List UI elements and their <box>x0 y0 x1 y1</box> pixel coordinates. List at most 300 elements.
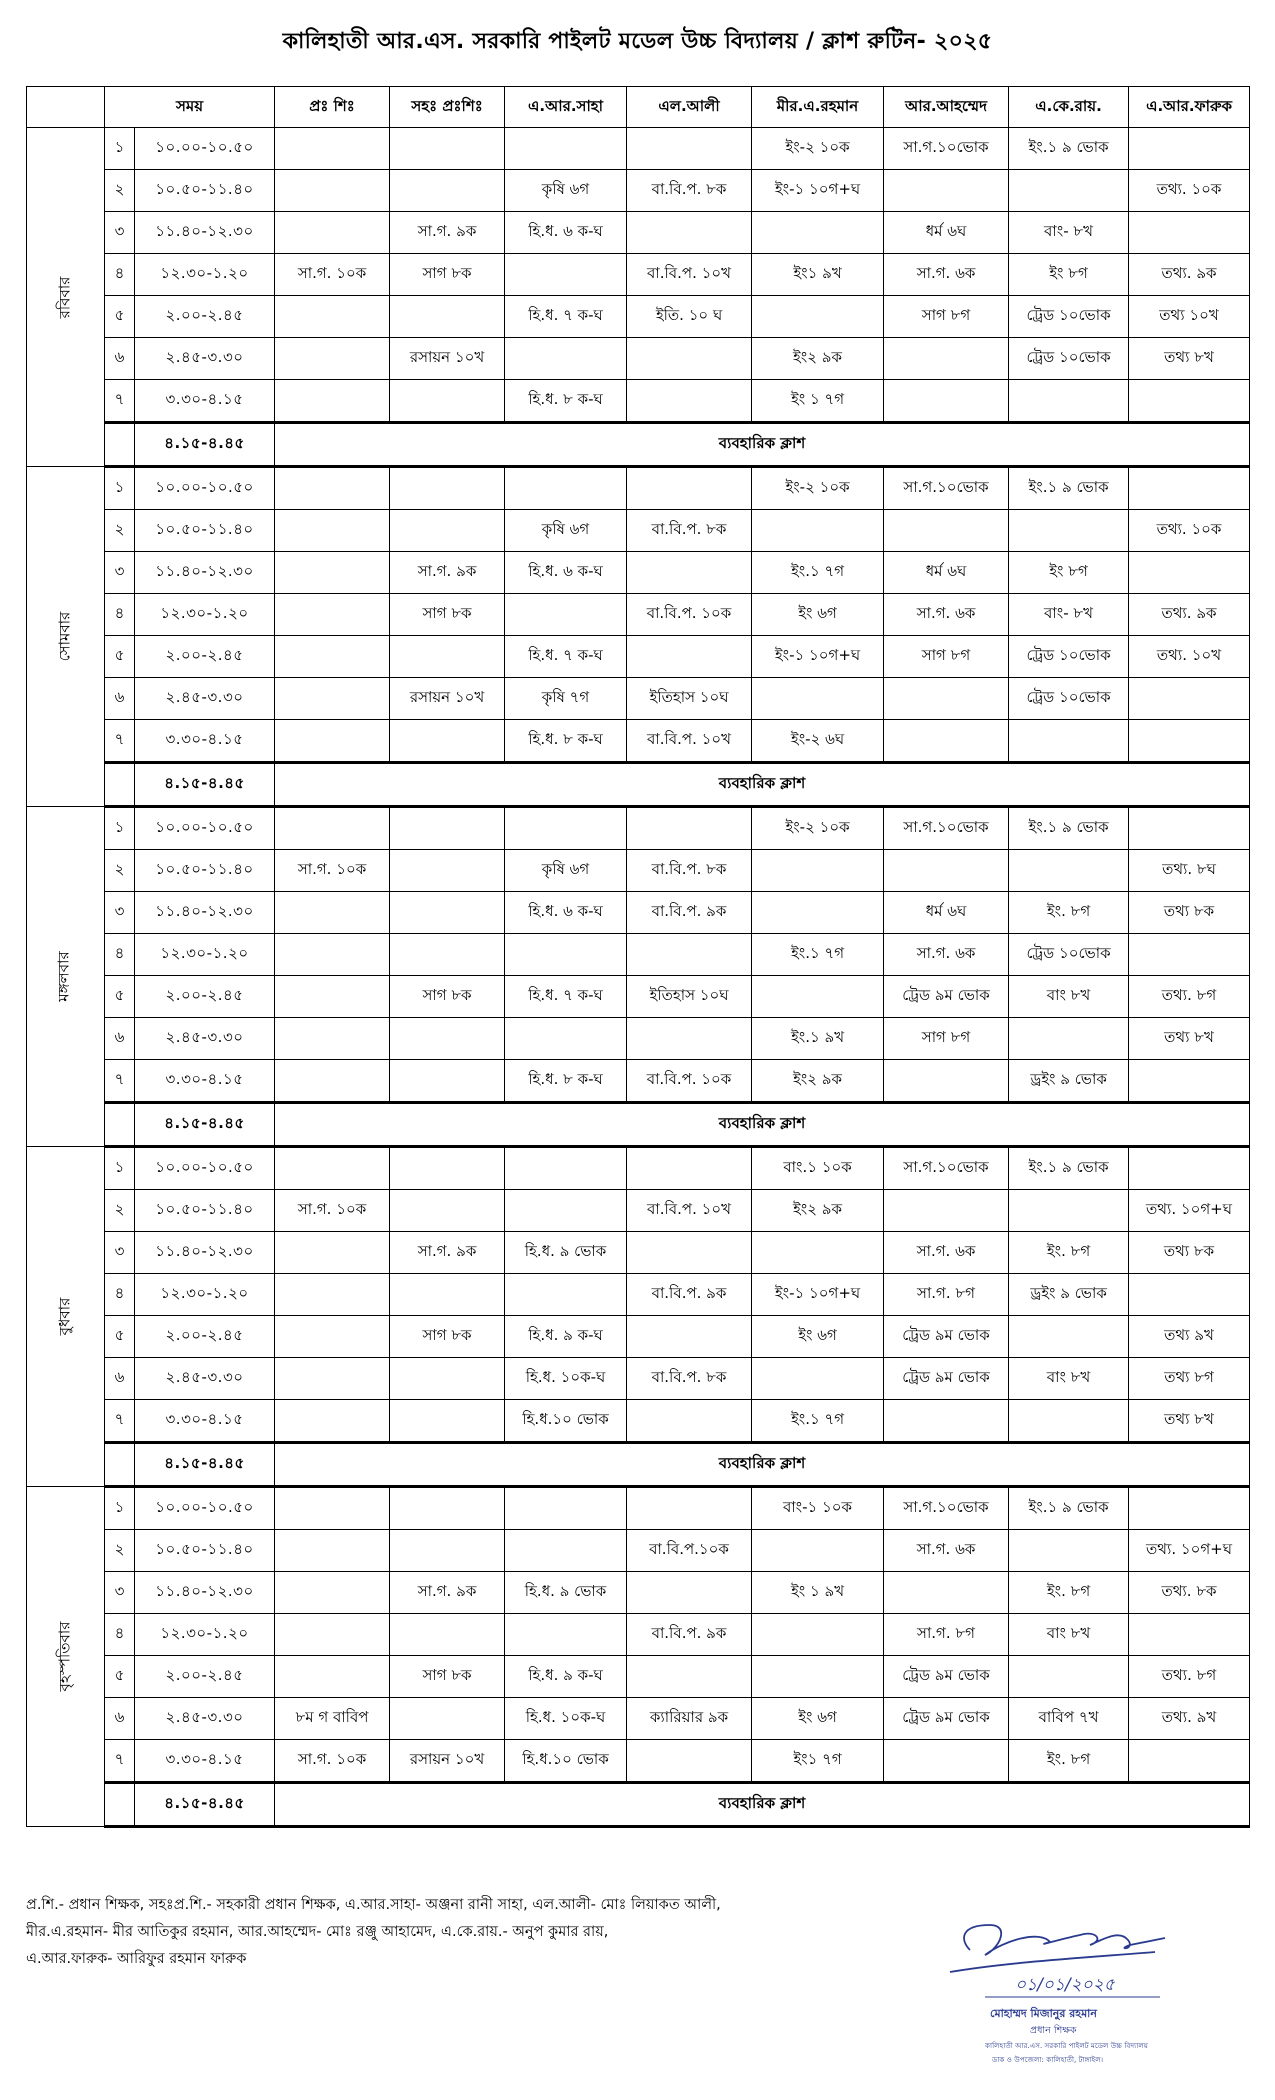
class-cell: সা.গ. ১০ক <box>275 1190 390 1232</box>
class-cell <box>627 1656 752 1698</box>
class-cell <box>627 934 752 976</box>
class-cell: ইং ১ ৯খ <box>752 1572 884 1614</box>
period-number: ৭ <box>105 380 135 423</box>
class-cell: ইং. ৮গ <box>1009 1572 1129 1614</box>
class-cell: বাং- ৮খ <box>1009 594 1129 636</box>
class-cell <box>627 552 752 594</box>
class-cell: রসায়ন ১০খ <box>390 338 505 380</box>
class-cell <box>275 296 390 338</box>
period-row <box>27 594 1250 636</box>
header-ar-saha: এ.আর.সাহা <box>505 87 627 128</box>
class-cell <box>752 1358 884 1400</box>
class-cell: ৮ম গ বাবিপ <box>275 1698 390 1740</box>
class-cell: ইং ৬গ <box>752 1698 884 1740</box>
class-cell: বা.বি.প. ১০খ <box>627 720 752 763</box>
period-number: ১ <box>105 128 135 170</box>
class-cell: ইং. ৮গ <box>1009 892 1129 934</box>
period-number: ১ <box>105 467 135 510</box>
period-number: ৪ <box>105 1274 135 1316</box>
practical-row <box>27 763 1250 807</box>
class-cell: বাং ৮খ <box>1009 1358 1129 1400</box>
period-time: ১১.৪০-১২.৩০ <box>135 1572 275 1614</box>
period-row <box>27 552 1250 594</box>
class-cell <box>1009 1400 1129 1443</box>
class-cell: হি.ধ. ৯ ভোক <box>505 1232 627 1274</box>
class-cell <box>275 807 390 850</box>
class-cell <box>627 467 752 510</box>
class-cell: বা.বি.প. ১০ক <box>627 594 752 636</box>
period-time: ২.০০-২.৪৫ <box>135 636 275 678</box>
class-cell <box>627 1232 752 1274</box>
class-cell: সা.গ. ৯ক <box>390 552 505 594</box>
class-cell <box>1009 1656 1129 1698</box>
practical-time: ৪.১৫-৪.৪৫ <box>135 1103 275 1147</box>
class-cell: সাগ ৮ক <box>390 254 505 296</box>
class-cell <box>884 1740 1009 1783</box>
class-cell: ধর্ম ৬ঘ <box>884 552 1009 594</box>
class-cell <box>275 1358 390 1400</box>
practical-label: ব্যবহারিক ক্লাশ <box>275 1783 1250 1827</box>
class-cell: ইং ৬গ <box>752 594 884 636</box>
class-cell <box>275 467 390 510</box>
class-cell: তথ্য ৮গ <box>1129 1358 1250 1400</box>
class-cell: ট্রেড ১০ভোক <box>1009 678 1129 720</box>
class-cell: সাগ ৮গ <box>884 296 1009 338</box>
header-ar-faruk: এ.আর.ফারুক <box>1129 87 1250 128</box>
class-cell: সা.গ. ৮গ <box>884 1274 1009 1316</box>
class-cell: তথ্য. ৮গ <box>1129 976 1250 1018</box>
period-number: ৩ <box>105 552 135 594</box>
class-cell <box>627 212 752 254</box>
class-cell: সা.গ.১০ভোক <box>884 128 1009 170</box>
class-cell <box>505 1614 627 1656</box>
period-time: ১২.৩০-১.২০ <box>135 594 275 636</box>
period-time: ২.৪৫-৩.৩০ <box>135 1018 275 1060</box>
period-time: ২.৪৫-৩.৩০ <box>135 1358 275 1400</box>
period-row <box>27 636 1250 678</box>
class-cell <box>390 296 505 338</box>
period-row <box>27 128 1250 170</box>
header-day-cell <box>27 87 105 128</box>
class-cell <box>275 1018 390 1060</box>
class-cell <box>505 254 627 296</box>
day-label <box>27 1147 105 1487</box>
class-cell: সাগ ৮ক <box>390 1656 505 1698</box>
class-cell <box>1129 380 1250 423</box>
period-number: ১ <box>105 807 135 850</box>
class-cell: ইং.১ ৯ ভোক <box>1009 1147 1129 1190</box>
period-row <box>27 254 1250 296</box>
header-l-ali: এল.আলী <box>627 87 752 128</box>
class-cell: সা.গ. ৬ক <box>884 594 1009 636</box>
class-cell <box>627 1316 752 1358</box>
period-time: ২.০০-২.৪৫ <box>135 296 275 338</box>
class-cell <box>275 1232 390 1274</box>
class-cell <box>275 1060 390 1103</box>
practical-row <box>27 1103 1250 1147</box>
practical-spacer <box>105 1103 135 1147</box>
class-cell <box>390 850 505 892</box>
class-cell <box>390 892 505 934</box>
class-cell <box>390 1400 505 1443</box>
class-cell: হি.ধ. ৮ ক-ঘ <box>505 380 627 423</box>
class-cell <box>505 934 627 976</box>
practical-label: ব্যবহারিক ক্লাশ <box>275 1443 1250 1487</box>
period-number: ২ <box>105 1530 135 1572</box>
class-cell: সা.গ. ১০ক <box>275 1740 390 1783</box>
period-time: ১১.৪০-১২.৩০ <box>135 552 275 594</box>
class-cell <box>390 1698 505 1740</box>
period-time: ২.৪৫-৩.৩০ <box>135 338 275 380</box>
period-time: ১২.৩০-১.২০ <box>135 934 275 976</box>
class-cell: হি.ধ. ৬ ক-ঘ <box>505 892 627 934</box>
period-row <box>27 1316 1250 1358</box>
class-cell: ইং-১ ১০গ+ঘ <box>752 1274 884 1316</box>
class-cell: বাবিপ ৭খ <box>1009 1698 1129 1740</box>
class-cell: বা.বি.প. ৮ক <box>627 850 752 892</box>
class-cell <box>505 1018 627 1060</box>
class-cell <box>275 1614 390 1656</box>
period-row <box>27 1358 1250 1400</box>
period-time: ১০.০০-১০.৫০ <box>135 1487 275 1530</box>
period-row <box>27 1487 1250 1530</box>
class-cell: ইং.১ ৯ ভোক <box>1009 1487 1129 1530</box>
class-cell <box>752 510 884 552</box>
header-head-teacher: প্রঃ শিঃ <box>275 87 390 128</box>
period-row <box>27 850 1250 892</box>
class-cell <box>505 338 627 380</box>
class-cell <box>752 678 884 720</box>
class-cell: ইং-১ ১০গ+ঘ <box>752 170 884 212</box>
period-time: ১০.০০-১০.৫০ <box>135 128 275 170</box>
period-number: ৪ <box>105 1614 135 1656</box>
class-cell <box>884 338 1009 380</box>
period-time: ১১.৪০-১২.৩০ <box>135 212 275 254</box>
class-cell: ট্রেড ৯ম ভোক <box>884 976 1009 1018</box>
class-cell <box>390 510 505 552</box>
class-cell: তথ্য. ১০খ <box>1129 636 1250 678</box>
class-cell <box>1129 678 1250 720</box>
class-cell: ইং১ ৯খ <box>752 254 884 296</box>
class-cell <box>752 1656 884 1698</box>
period-number: ২ <box>105 170 135 212</box>
practical-label: ব্যবহারিক ক্লাশ <box>275 423 1250 467</box>
class-cell <box>275 380 390 423</box>
class-cell: তথ্য ৮ক <box>1129 892 1250 934</box>
class-cell <box>1009 1316 1129 1358</box>
day-name: মঙ্গলবার <box>55 951 73 1002</box>
class-cell <box>1129 934 1250 976</box>
period-number: ৩ <box>105 1232 135 1274</box>
class-cell <box>1129 1740 1250 1783</box>
class-cell: ইং. ৮গ <box>1009 1232 1129 1274</box>
class-cell: হি.ধ. ৯ ক-ঘ <box>505 1656 627 1698</box>
class-cell <box>275 720 390 763</box>
class-cell <box>275 338 390 380</box>
period-number: ৬ <box>105 1698 135 1740</box>
period-row <box>27 934 1250 976</box>
class-cell <box>275 892 390 934</box>
class-cell <box>884 1400 1009 1443</box>
period-number: ৫ <box>105 1656 135 1698</box>
class-cell: সাগ ৮গ <box>884 1018 1009 1060</box>
class-cell: ইং-১ ১০গ+ঘ <box>752 636 884 678</box>
class-cell <box>627 1400 752 1443</box>
class-cell: হি.ধ. ৬ ক-ঘ <box>505 212 627 254</box>
period-row <box>27 296 1250 338</box>
class-cell <box>1009 1190 1129 1232</box>
period-time: ১০.৫০-১১.৪০ <box>135 510 275 552</box>
class-cell: বাং.১ ১০ক <box>752 1147 884 1190</box>
period-number: ৬ <box>105 1358 135 1400</box>
class-cell <box>390 934 505 976</box>
class-cell <box>1009 1530 1129 1572</box>
class-cell: ইং-২ ১০ক <box>752 128 884 170</box>
class-cell: বা.বি.প. ১০খ <box>627 1190 752 1232</box>
class-cell: সা.গ.১০ভোক <box>884 467 1009 510</box>
class-cell: ধর্ম ৬ঘ <box>884 212 1009 254</box>
class-cell <box>752 212 884 254</box>
class-cell: ট্রেড ১০ভোক <box>1009 296 1129 338</box>
period-time: ১০.০০-১০.৫০ <box>135 1147 275 1190</box>
class-cell <box>884 170 1009 212</box>
day-label <box>27 807 105 1147</box>
class-cell <box>627 1018 752 1060</box>
class-cell: ইং.১ ৭গ <box>752 552 884 594</box>
class-cell: বাং-১ ১০ক <box>752 1487 884 1530</box>
period-time: ১০.৫০-১১.৪০ <box>135 170 275 212</box>
day-name: সোমবার <box>55 611 73 662</box>
class-cell <box>1129 807 1250 850</box>
class-cell: তথ্য. ১০গ+ঘ <box>1129 1190 1250 1232</box>
class-cell: তথ্য. ৮ক <box>1129 1572 1250 1614</box>
class-cell: সা.গ.১০ভোক <box>884 1147 1009 1190</box>
class-cell <box>1129 212 1250 254</box>
period-time: ১২.৩০-১.২০ <box>135 1614 275 1656</box>
period-row <box>27 1614 1250 1656</box>
period-number: ৫ <box>105 296 135 338</box>
class-cell: হি.ধ.১০ ভোক <box>505 1740 627 1783</box>
period-row <box>27 1018 1250 1060</box>
class-cell: ইং.১ ৭গ <box>752 934 884 976</box>
class-cell: হি.ধ. ৮ ক-ঘ <box>505 720 627 763</box>
class-cell <box>627 1487 752 1530</box>
class-cell <box>390 1358 505 1400</box>
day-label <box>27 128 105 467</box>
period-row <box>27 212 1250 254</box>
class-cell <box>627 128 752 170</box>
routine-body <box>27 128 1250 1827</box>
class-cell <box>390 1614 505 1656</box>
header-assistant-head: সহঃ প্রঃশিঃ <box>390 87 505 128</box>
class-cell: সা.গ. ৬ক <box>884 1232 1009 1274</box>
period-row <box>27 1190 1250 1232</box>
signature-date: ০১/০১/২০২৫ <box>1015 1975 1115 1995</box>
period-row <box>27 678 1250 720</box>
class-cell <box>627 338 752 380</box>
class-cell <box>505 594 627 636</box>
class-cell: কৃষি ৭গ <box>505 678 627 720</box>
class-cell: ট্রেড ১০ভোক <box>1009 338 1129 380</box>
class-cell: সা.গ. ৯ক <box>390 1232 505 1274</box>
class-cell: হি.ধ. ১০ক-ঘ <box>505 1698 627 1740</box>
period-row <box>27 1274 1250 1316</box>
class-cell <box>884 678 1009 720</box>
class-cell: ইং২ ৯ক <box>752 338 884 380</box>
class-cell <box>1009 720 1129 763</box>
practical-label: ব্যবহারিক ক্লাশ <box>275 763 1250 807</box>
class-cell: ট্রেড ৯ম ভোক <box>884 1316 1009 1358</box>
practical-spacer <box>105 763 135 807</box>
period-row <box>27 720 1250 763</box>
class-cell: বা.বি.প. ৯ক <box>627 1274 752 1316</box>
class-cell: তথ্য. ৯ক <box>1129 254 1250 296</box>
practical-time: ৪.১৫-৪.৪৫ <box>135 1443 275 1487</box>
class-cell <box>1129 1147 1250 1190</box>
class-cell <box>275 594 390 636</box>
period-row <box>27 1530 1250 1572</box>
class-cell: তথ্য ৮খ <box>1129 338 1250 380</box>
class-cell <box>390 1487 505 1530</box>
class-cell <box>627 807 752 850</box>
practical-time: ৪.১৫-৪.৪৫ <box>135 763 275 807</box>
class-cell: হি.ধ. ৭ ক-ঘ <box>505 976 627 1018</box>
day-label <box>27 467 105 807</box>
class-cell: রসায়ন ১০খ <box>390 678 505 720</box>
class-cell: ইং-২ ১০ক <box>752 807 884 850</box>
class-cell: হি.ধ. ৯ ক-ঘ <box>505 1316 627 1358</box>
class-cell <box>275 1274 390 1316</box>
class-cell <box>1009 380 1129 423</box>
class-cell <box>390 636 505 678</box>
class-cell: তথ্য. ১০ক <box>1129 510 1250 552</box>
class-cell <box>1129 1060 1250 1103</box>
class-cell <box>1009 1018 1129 1060</box>
period-number: ৫ <box>105 976 135 1018</box>
class-cell <box>884 510 1009 552</box>
class-cell: হি.ধ. ৭ ক-ঘ <box>505 636 627 678</box>
practical-spacer <box>105 423 135 467</box>
period-row <box>27 338 1250 380</box>
class-cell: সা.গ. ৮গ <box>884 1614 1009 1656</box>
period-row <box>27 892 1250 934</box>
period-number: ১ <box>105 1487 135 1530</box>
class-cell: ইং২ ৯ক <box>752 1190 884 1232</box>
class-cell <box>390 1147 505 1190</box>
period-number: ৪ <box>105 594 135 636</box>
class-cell: তথ্য ৮খ <box>1129 1018 1250 1060</box>
class-cell <box>752 1614 884 1656</box>
period-time: ২.৪৫-৩.৩০ <box>135 678 275 720</box>
class-cell: ট্রেড ৯ম ভোক <box>884 1656 1009 1698</box>
class-cell: তথ্য. ৮ঘ <box>1129 850 1250 892</box>
class-cell: বা.বি.প. ৮ক <box>627 1358 752 1400</box>
class-cell <box>884 1190 1009 1232</box>
header-time: সময় <box>105 87 275 128</box>
period-row <box>27 1400 1250 1443</box>
period-number: ১ <box>105 1147 135 1190</box>
class-cell: বা.বি.প. ১০ক <box>627 1060 752 1103</box>
class-cell: সাগ ৮ক <box>390 1316 505 1358</box>
practical-spacer <box>105 1443 135 1487</box>
class-cell <box>1129 552 1250 594</box>
stamp-school: কালিহাতী আর.এস. সরকারি পাইলট মডেল উচ্চ বিদ্যালয় <box>985 2041 1148 2050</box>
class-cell <box>390 807 505 850</box>
period-row <box>27 1572 1250 1614</box>
class-cell <box>390 720 505 763</box>
class-cell: বা.বি.প.১০ক <box>627 1530 752 1572</box>
day-name: রবিবার <box>55 276 73 318</box>
class-cell <box>390 1060 505 1103</box>
class-cell: সা.গ.১০ভোক <box>884 807 1009 850</box>
period-number: ৩ <box>105 212 135 254</box>
class-cell: ট্রেড ১০ভোক <box>1009 636 1129 678</box>
period-number: ৭ <box>105 720 135 763</box>
class-cell <box>627 380 752 423</box>
header-row <box>27 87 1250 128</box>
class-cell <box>275 1400 390 1443</box>
class-cell <box>275 510 390 552</box>
period-row <box>27 1232 1250 1274</box>
class-cell <box>505 467 627 510</box>
class-cell: কৃষি ৬গ <box>505 170 627 212</box>
class-cell <box>505 1530 627 1572</box>
class-cell <box>884 1572 1009 1614</box>
class-cell <box>390 1018 505 1060</box>
class-cell <box>275 678 390 720</box>
day-label <box>27 1487 105 1827</box>
class-cell: বাং ৮খ <box>1009 1614 1129 1656</box>
header-ak-roy: এ.কে.রায়. <box>1009 87 1129 128</box>
class-cell <box>752 892 884 934</box>
class-cell: ট্রেড ৯ম ভোক <box>884 1698 1009 1740</box>
class-cell: সা.গ. ১০ক <box>275 850 390 892</box>
class-cell: তথ্য. ১০ক <box>1129 170 1250 212</box>
period-number: ২ <box>105 510 135 552</box>
class-cell <box>275 1656 390 1698</box>
class-cell <box>1009 170 1129 212</box>
period-time: ১১.৪০-১২.৩০ <box>135 1232 275 1274</box>
class-cell <box>1129 1614 1250 1656</box>
period-number: ৭ <box>105 1060 135 1103</box>
page-title: কালিহাতী আর.এস. সরকারি পাইলট মডেল উচ্চ বিদ্যালয় / ক্লাশ রুটিন- ২০২৫ <box>282 29 993 54</box>
stamp-address: ডাক ও উপজেলা: কালিহাতী, টাঙ্গাইল। <box>992 2055 1104 2064</box>
class-cell <box>390 1274 505 1316</box>
header-mir-a-rahman: মীর.এ.রহমান <box>752 87 884 128</box>
class-cell: ইতিহাস ১০ঘ <box>627 678 752 720</box>
period-time: ১০.০০-১০.৫০ <box>135 467 275 510</box>
class-cell <box>627 1572 752 1614</box>
stamp-designation: প্রধান শিক্ষক <box>1030 2025 1077 2036</box>
class-cell: বাং ৮খ <box>1009 976 1129 1018</box>
period-row <box>27 380 1250 423</box>
class-cell: সাগ ৮ক <box>390 976 505 1018</box>
class-cell: ক্যারিয়ার ৯ক <box>627 1698 752 1740</box>
class-cell: হি.ধ. ৭ ক-ঘ <box>505 296 627 338</box>
period-time: ১২.৩০-১.২০ <box>135 1274 275 1316</box>
class-cell: ইতিহাস ১০ঘ <box>627 976 752 1018</box>
period-time: ১২.৩০-১.২০ <box>135 254 275 296</box>
class-cell: তথ্য ৮ক <box>1129 1232 1250 1274</box>
period-time: ২.০০-২.৪৫ <box>135 1316 275 1358</box>
class-cell: বা.বি.প. ৮ক <box>627 170 752 212</box>
class-cell <box>390 467 505 510</box>
class-cell <box>275 1316 390 1358</box>
period-number: ৭ <box>105 1740 135 1783</box>
class-cell <box>752 1530 884 1572</box>
period-number: ৬ <box>105 678 135 720</box>
practical-time: ৪.১৫-৪.৪৫ <box>135 1783 275 1827</box>
